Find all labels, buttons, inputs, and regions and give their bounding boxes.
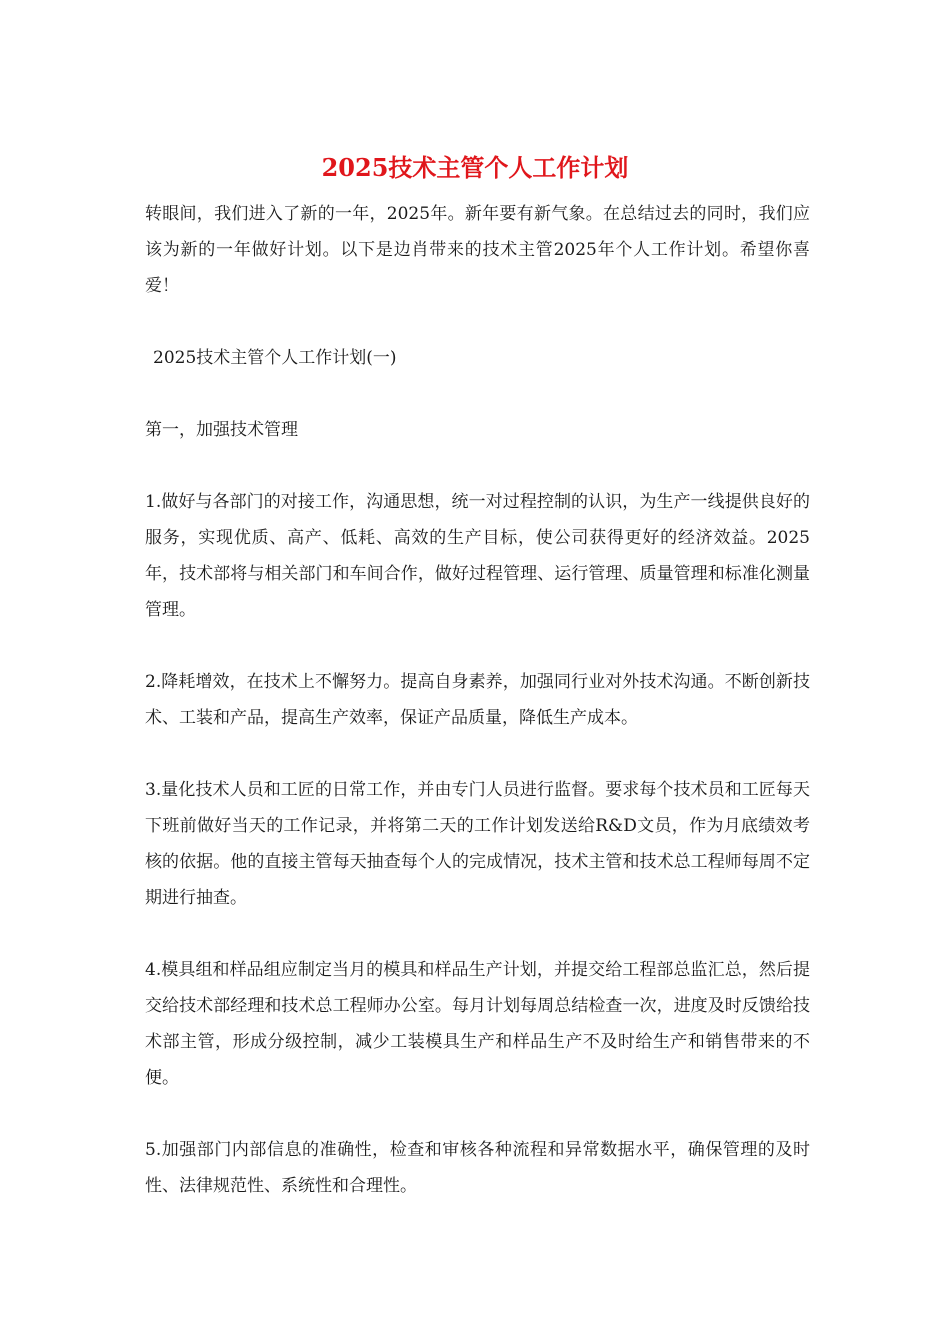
intro-paragraph: 转眼间，我们进入了新的一年，2025年。新年要有新气象。在总结过去的同时，我们应该为新的一年做好计划。以下是边肖带来的技术主管2025年个人工作计划。希望你喜爱！ <box>145 204 810 296</box>
subheading: 第一，加强技术管理 <box>145 420 298 440</box>
list-item-4: 4.模具组和样品组应制定当月的模具和样品生产计划，并提交给工程部总监汇总，然后提交给技术部经理和技术总工程师办公室。每月计划每周总结检查一次，进度及时反馈给技术部主管，形成分级控制，减少工装模具生产和样品生产不及时给生产和销售带来的不便。 <box>145 960 810 1088</box>
list-item-5: 5.加强部门内部信息的准确性，检查和审核各种流程和异常数据水平，确保管理的及时性、法律规范性、系统性和合理性。 <box>145 1140 810 1196</box>
document-body <box>145 196 810 1204</box>
list-item-3: 3.量化技术人员和工匠的日常工作，并由专门人员进行监督。要求每个技术员和工匠每天下班前做好当天的工作记录，并将第二天的工作计划发送给R&D文员，作为月底绩效考核的依据。他的直接主管每天抽查每个人的完成情况，技术主管和技术总工程师每周不定期进行抽查。 <box>145 780 810 908</box>
section-heading: 2025技术主管个人工作计划(一) <box>153 348 397 368</box>
list-item-1: 1.做好与各部门的对接工作，沟通思想，统一对过程控制的认识，为生产一线提供良好的服务，实现优质、高产、低耗、高效的生产目标，使公司获得更好的经济效益。2025年，技术部将与相关部门和车间合作，做好过程管理、运行管理、质量管理和标准化测量管理。 <box>145 492 810 620</box>
document-title: 2025技术主管个人工作计划 <box>321 153 629 182</box>
list-item-2: 2.降耗增效，在技术上不懈努力。提高自身素养，加强同行业对外技术沟通。不断创新技术、工装和产品，提高生产效率，保证产品质量，降低生产成本。 <box>145 672 810 728</box>
